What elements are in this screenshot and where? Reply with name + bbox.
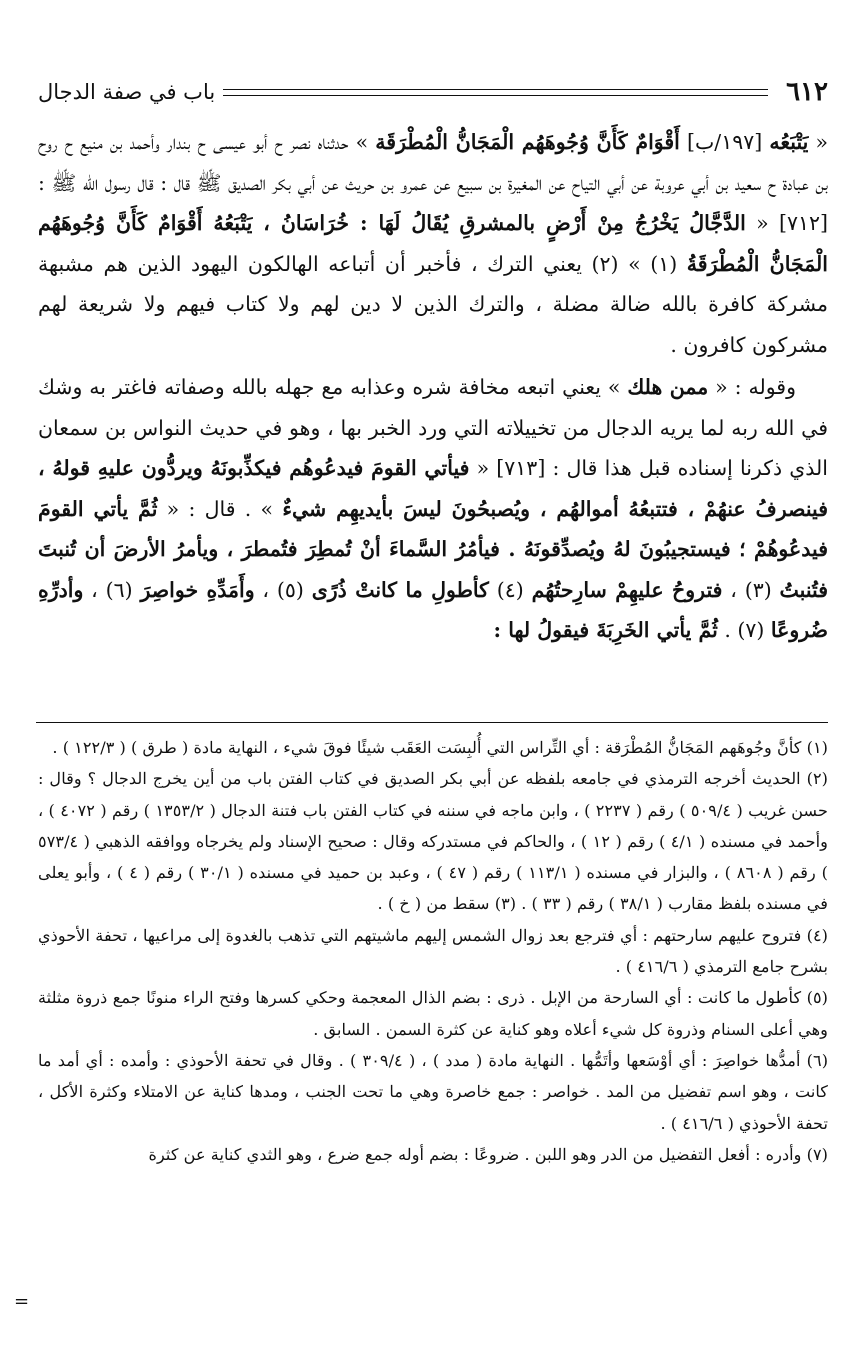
- footnote-1: (١) كأنَّ وجُوهَهم المَجَانُّ المُطْرَقة : أي التِّراس التي أُلبِسَت العَقَب شيئًا فوقَ شيء ، النهاية مادة ( طرق ) ( ١٢٢/٣ ) .: [52, 738, 828, 757]
- text-span: «: [808, 130, 829, 154]
- page-number: ٦١٢: [786, 77, 828, 107]
- main-text: [38, 122, 828, 651]
- text-span: (٤): [488, 577, 532, 602]
- hadith-text: وأدرِّهِ ضُروعًا: [38, 577, 828, 642]
- running-title: باب في صفة الدجال: [38, 80, 216, 104]
- text-span: (٦) ،: [83, 577, 141, 602]
- text-span: [١٩٧/ب]: [679, 130, 770, 154]
- hadith-text: فتروحُ عليهِمْ سارِحتُهُم: [531, 577, 723, 602]
- hadith-text: ثُمَّ يأتي القومَ فيدعُوهُمْ ؛ فيستجيبُونَ لهُ ويُصدِّقونَهُ . فيأمُرُ السَّماءَ أنْ تُمطِرَ فتُمطرَ ، ويأمرُ الأرضَ أن تُنبتَ فتُنبتُ: [38, 496, 829, 602]
- footnote-2: (٢) الحديث أخرجه الترمذي في جامعه بلفظه عن أبي بكر الصديق في كتاب الفتن باب من أين يخرج الدجال ؟ وقال : حسن غريب ( ٥٠٩/٤ ) رقم ( ٢٢٣٧ ) ، وابن ماجه في سننه في كتاب الفتن باب فتنة الدجال ( ١٣٥٣/٢ ) رقم ( ٤٠٧٢ ) ، وأحمد في مسنده ( ٤/١ ) رقم ( ١٢ ) ، والحاكم في مستدركه وقال : صحيح الإسناد ولم يخرجاه ووافقه الذهبي ( ٥٧٣/٤ ) رقم ( ٨٦٠٨ ) ، والبزار في مسنده ( ١١٣/١ ) رقم ( ٤٧ ) ، وعبد بن حميد في مسنده ( ٣٠/١ ) رقم ( ٤ ) ، وأبو يعلى في مسنده بلفظ مقارب ( ٣٨/١ ) رقم ( ٣٣ ) . (٣) سقط من ( خ ) .: [38, 769, 829, 914]
- text-span: (٥) ،: [254, 577, 312, 602]
- text-span: (٣) ،: [722, 577, 780, 602]
- hadith-text: كأطولِ ما كانتْ ذُرًى: [311, 577, 489, 602]
- hadith-text: وأَمَدِّهِ خواصِرَ: [140, 577, 255, 602]
- header-rule: [223, 89, 768, 96]
- continuation-mark: =: [14, 1291, 30, 1312]
- hadith-text: فيأتي القومَ فيدعُوهُم فيكذِّبونَهُ ويردُّون عليهِ قولهُ ، فينصرفُ عنهُمْ ، فتتبعُهُ أموالهُم ، ويُصبحُونَ ليسَ بأيديهِم شيءٌ: [38, 456, 829, 521]
- footnote-7: (٧) وأدره : أفعل التفضيل من الدر وهو اللبن . ضروعًا : بضم أوله جمع ضرع ، وهو الثدي كناية عن كثرة: [148, 1144, 828, 1164]
- footnote-6: (٦) أمدُّها خواصِرَ : أي أوْسَعها وأتَمُّها . النهاية مادة ( مدد ) ، ( ٣٠٩/٤ ) . وقال في تحفة الأحوذي : وأمده : أي أمد ما كانت ، وهو اسم تفضيل من المد . خواصر : جمع خاصرة وهي ما تحت الجنب ، ومدها كناية عن الامتلاء وكثرة الأكل ، تحفة الأحوذي ( ٤١٦/٦ ) .: [38, 1050, 829, 1133]
- footnote-4: (٤) فتروح عليهم سارحتهم : أي فترجع بعد زوال الشمس إليهم ماشيتهم التي تذهب بالغدوة إلى مراعيها ، تحفة الأحوذي بشرح جامع الترمذي ( ٤١٦/٦ ) .: [38, 925, 828, 977]
- footnote-separator: [36, 722, 828, 723]
- text-span: (٧) .: [717, 618, 771, 642]
- footnotes: [38, 732, 828, 1170]
- quoted-phrase: ممن هلك: [627, 375, 709, 399]
- main-paragraph-1: [38, 122, 828, 365]
- text-span: » حدثناه نصر ح أبو عيسى ح بندار وأحمد بن منيع ح روح بن عبادة ح سعيد بن أبي عروبة عن أبي التياح عن المغيرة بن سبيع عن عمرو بن حريث عن أبي بكر الصديق ﷺ قال : قال رسول الله ﷺ : [٧١٢] «: [38, 130, 829, 235]
- hadith-text: الدَّجَّالُ يَخْرُجُ مِنْ أَرْضٍ بالمشرقِ يُقَالُ لَهَا : خُرَاسَانُ ، يَتْبَعُهُ أَقْوَامٌ كَأَنَّ وُجُوهَهُم الْمَجَانُّ الْمُطْرَقَةُ: [38, 211, 828, 276]
- footnote-5: (٥) كأطول ما كانت : أي السارحة من الإبل . ذرى : بضم الذال المعجمة وحكي كسرها وفتح الراء منونًا جمع ذروة مثلثة وهي أعلى السنام وذروة كل شيء أعلاه وهو كناية عن كثرة السمن . السابق .: [38, 988, 828, 1039]
- text-span: وقوله : «: [708, 375, 796, 399]
- quoted-phrase: يَتْبَعُه: [769, 130, 809, 154]
- text-span: » يعني اتبعه مخافة شره وعذابه مع جهله بالله وصفاته فاغتر به وشك في الله ربه لما يريه الدجال من تخييلاته التي ورد الخبر بها ، وهو في حديث النواس بن سمعان الذي ذكرنا إسناده قبل هذا قال : [٧١٣] «: [38, 375, 828, 480]
- hadith-text: ثُمَّ يأتي الخَرِبَةَ فيقولُ لها :: [493, 618, 718, 642]
- text-span: » . قال : «: [157, 496, 283, 521]
- main-paragraph-2: [38, 367, 828, 651]
- text-span: (١) » (٢) يعني الترك ، فأخبر أن أتباعه الهالكون اليهود الذين هم مشبهة مشركة كافرة بالله ضالة مضلة ، والترك الذين لا دين لهم ولا كتاب فيهم ولا شريعة لهم مشركون كافرون .: [38, 251, 828, 357]
- page-header: [38, 72, 828, 112]
- quoted-phrase: أَقْوَامٌ كَأَنَّ وُجُوهَهُم الْمَجَانُّ الْمُطْرَقَة: [375, 130, 680, 154]
